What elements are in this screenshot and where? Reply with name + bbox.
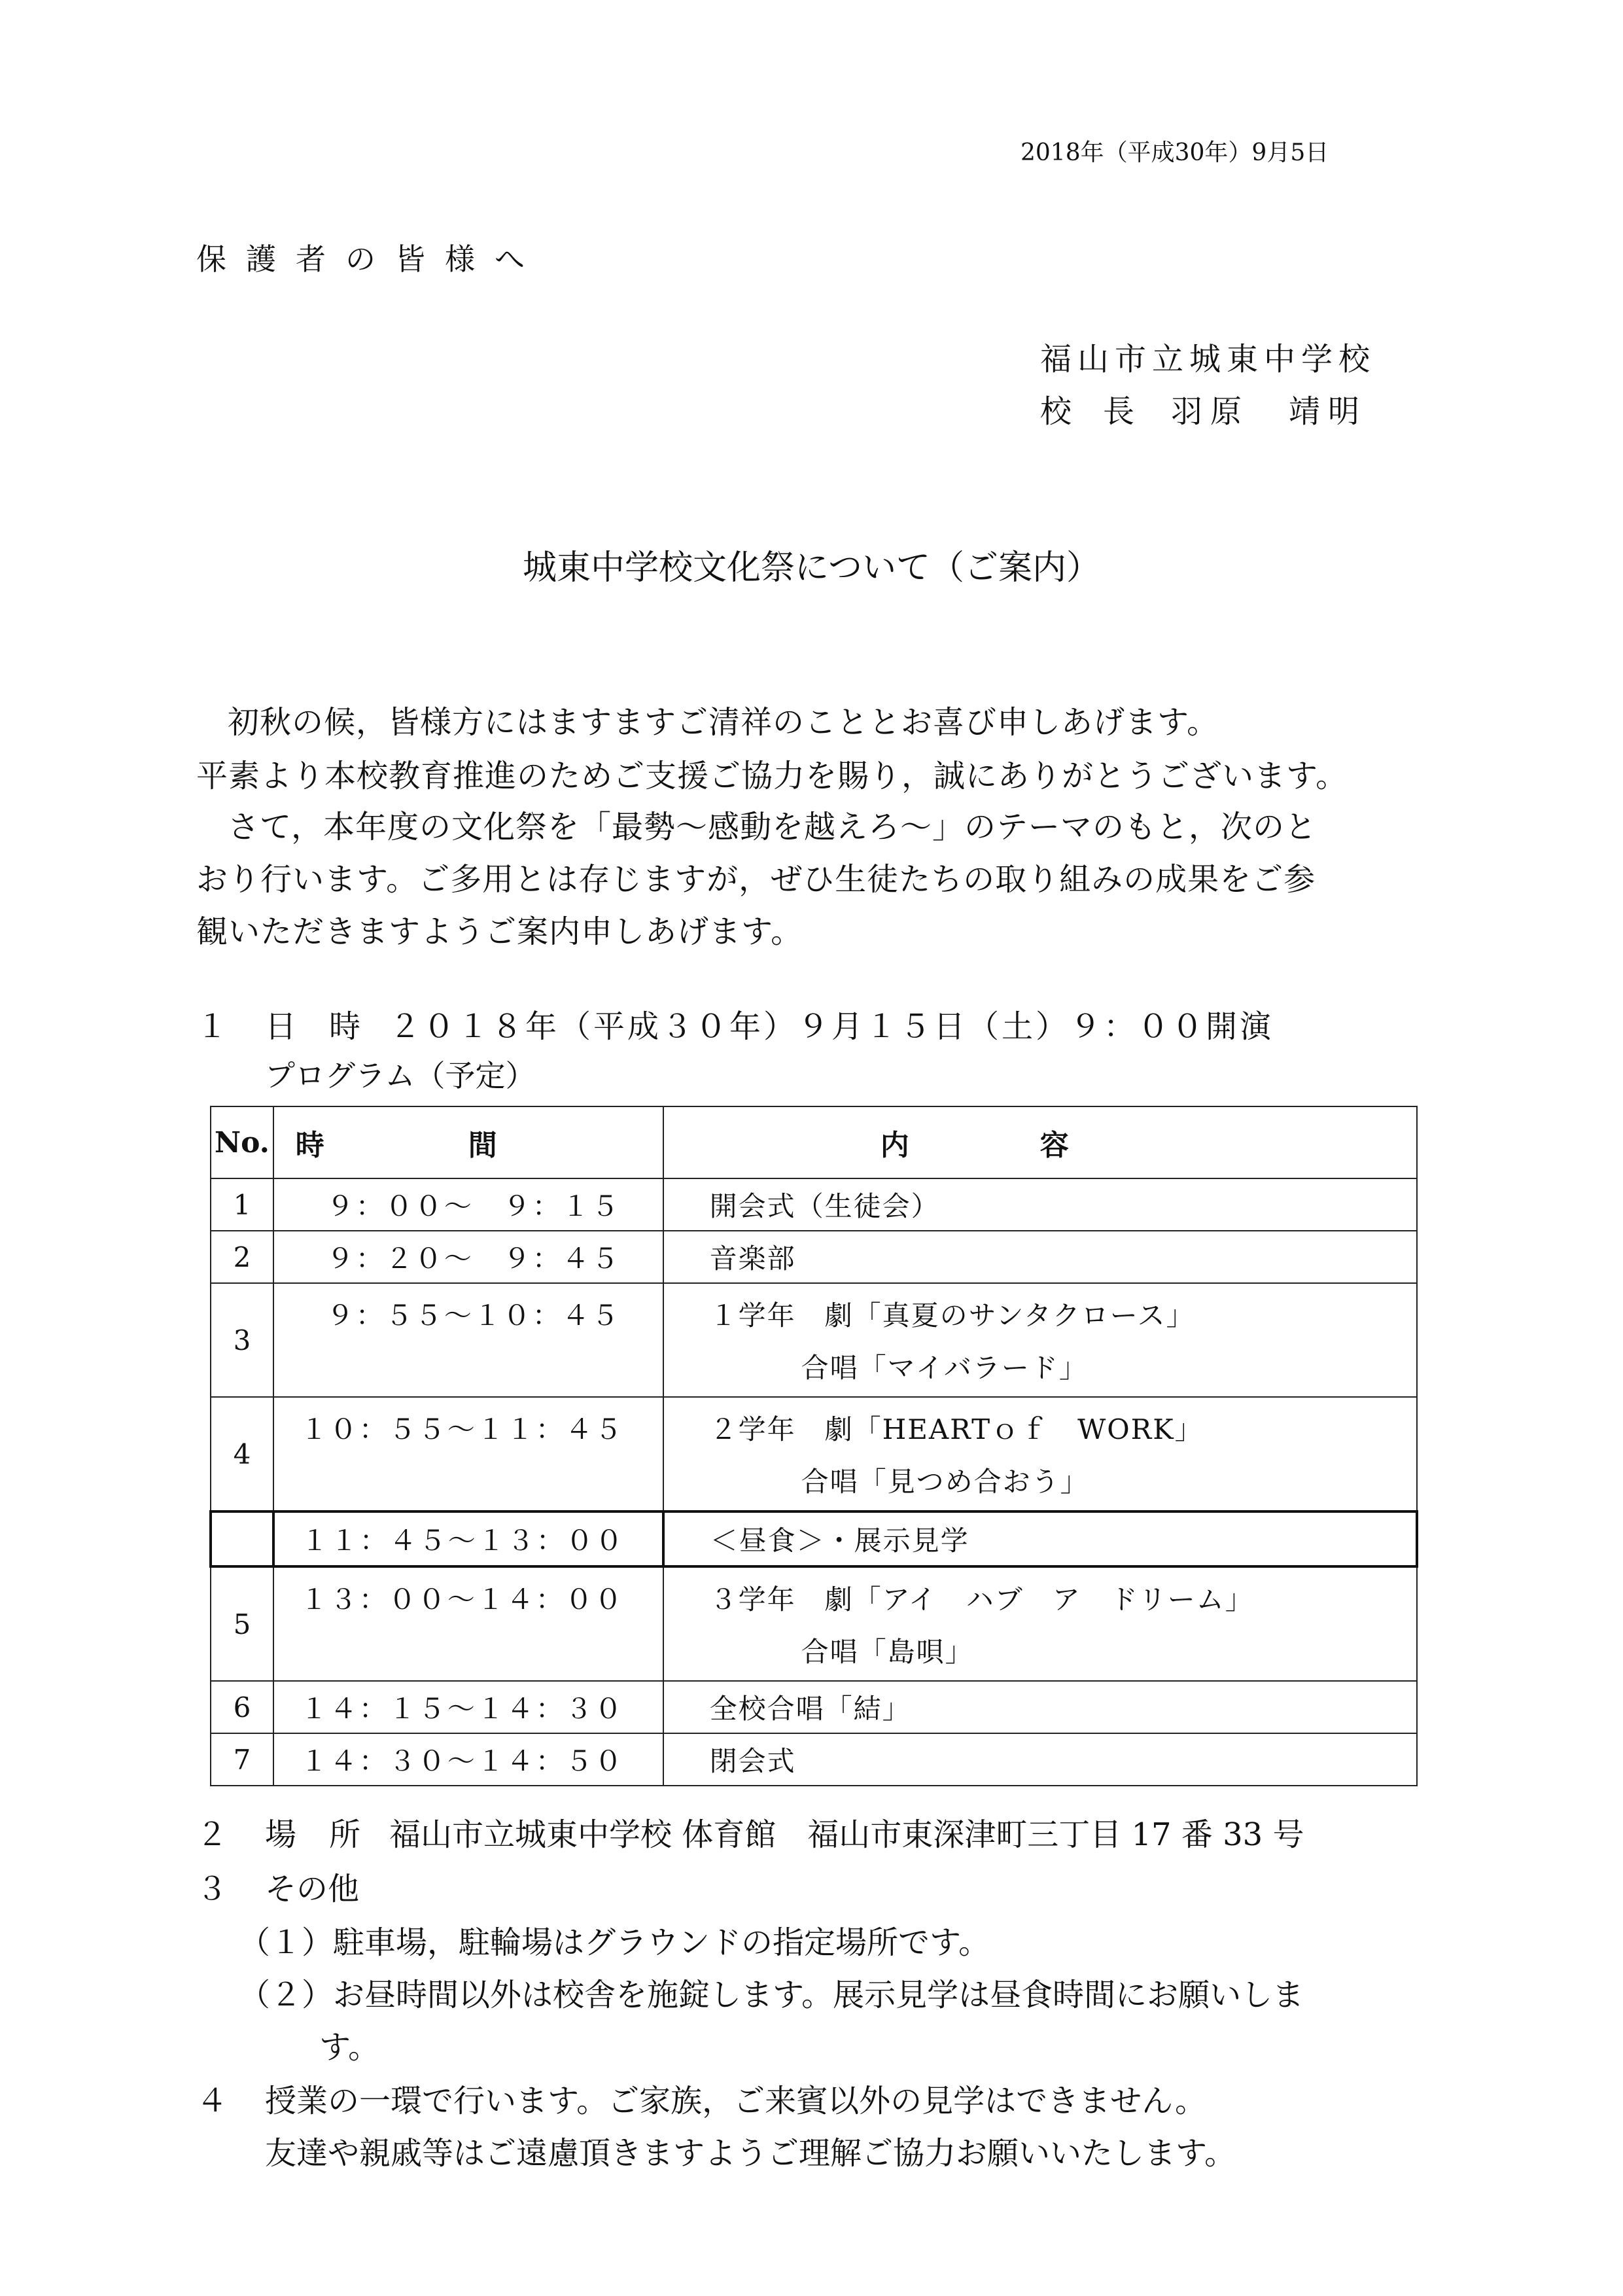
row-content: ＜昼食＞・展示見学 <box>663 1511 1417 1566</box>
row-content: 音楽部 <box>663 1231 1417 1283</box>
row-no: 5 <box>211 1566 273 1681</box>
document-title: 城東中学校文化祭について（ご案内） <box>523 548 1100 588</box>
item-3-note-1: （１）駐車場，駐輪場はグラウンドの指定場所です。 <box>239 1924 990 1961</box>
row-time: ９：００～ ９：１５ <box>273 1178 663 1231</box>
header-no: No. <box>211 1106 273 1178</box>
program-table <box>209 1106 1418 1786</box>
item-3-note-2: （２）お昼時間以外は校舎を施錠します。展示見学は昼食時間にお願いしま <box>239 1977 1304 2013</box>
item-1-number: １ <box>196 1008 228 1045</box>
row-no: 1 <box>211 1178 273 1231</box>
header-time <box>273 1106 663 1178</box>
table-header-row <box>211 1106 1417 1178</box>
body-line-1: 初秋の候，皆様方にはますますご清祥のこととお喜び申しあげます。 <box>228 704 1219 741</box>
item-3-number: ３ <box>196 1871 228 1907</box>
table-row <box>211 1397 1417 1511</box>
row-content <box>663 1397 1417 1511</box>
row-no: 4 <box>211 1397 273 1511</box>
row-content-line-2: 合唱「島唄」 <box>801 1636 974 1668</box>
item-4-number: ４ <box>196 2083 228 2119</box>
item-4-line-1: 授業の一環で行います。ご家族，ご来賓以外の見学はできません。 <box>265 2083 1207 2119</box>
item-3-other <box>196 1863 359 1909</box>
row-no <box>211 1511 273 1566</box>
row-content <box>663 1283 1417 1397</box>
row-content: 閉会式 <box>663 1733 1417 1786</box>
row-content-line-1: ３学年 劇「アイ ハブ ア ドリーム」 <box>709 1583 1254 1616</box>
table-row <box>211 1283 1417 1397</box>
item-4-line-2: 友達や親戚等はご遠慮頂きますようご理解ご協力お願いいたします。 <box>265 2135 1236 2172</box>
row-content: 開会式（生徒会） <box>663 1178 1417 1231</box>
item-2-value: 福山市立城東中学校 体育館 福山市東深津町三丁目 17 番 33 号 <box>389 1816 1304 1853</box>
table-row-lunch <box>211 1511 1417 1566</box>
header-content-label: 内容 <box>880 1129 1200 1162</box>
body-line-5: 観いただきますようご案内申しあげます。 <box>196 913 803 950</box>
document-date: 2018年（平成30年）9月5日 <box>1021 139 1329 166</box>
row-no: 7 <box>211 1733 273 1786</box>
item-3-label: その他 <box>265 1871 360 1907</box>
body-line-2: 平素より本校教育推進のためご支援ご協力を賜り，誠にありがとうございます。 <box>196 758 1348 794</box>
item-2-label: 場所 <box>265 1816 394 1853</box>
header-time-label: 時間 <box>295 1129 641 1162</box>
principal-name: 羽原 靖明 <box>1171 393 1368 430</box>
table-row <box>211 1178 1417 1231</box>
row-time: ９：５５～１０：４５ <box>273 1283 663 1397</box>
item-1-value: ２０１８年（平成３０年）９月１５日（土）９：００開演 <box>389 1008 1274 1045</box>
table-row <box>211 1566 1417 1681</box>
school-name: 福山市立城東中学校 <box>1040 341 1376 378</box>
item-2-number: ２ <box>196 1816 228 1853</box>
item-3-note-2-continued: す。 <box>319 2029 380 2066</box>
row-time: １１：４５～１３：００ <box>273 1511 663 1566</box>
table-row <box>211 1231 1417 1283</box>
row-content-line-1: １学年 劇「真夏のサンタクロース」 <box>709 1299 1195 1332</box>
row-content-line-2: 合唱「マイバラード」 <box>801 1352 1088 1384</box>
row-time: １４：３０～１４：５０ <box>273 1733 663 1786</box>
row-time: １３：００～１４：００ <box>273 1566 663 1681</box>
principal-line <box>1040 386 1367 431</box>
item-1-label: 日時 <box>265 1008 394 1045</box>
item-2-place <box>196 1809 1304 1854</box>
principal-title: 校 長 <box>1040 393 1135 430</box>
body-line-4: おり行います。ご多用とは存じますが，ぜひ生徒たちの取り組みの成果をご参 <box>196 861 1316 898</box>
row-time: ９：２０～ ９：４５ <box>273 1231 663 1283</box>
body-line-3: さて，本年度の文化祭を「最勢～感動を越えろ～」のテーマのもと，次のと <box>228 809 1318 845</box>
item-4-notice <box>196 2075 1206 2121</box>
row-content-line-2: 合唱「見つめ合おう」 <box>801 1466 1089 1498</box>
row-content-line-1: ２学年 劇「HEARTｏｆ WORK」 <box>709 1413 1204 1445</box>
item-1-datetime <box>196 1001 1274 1046</box>
row-no: 3 <box>211 1283 273 1397</box>
table-row <box>211 1733 1417 1786</box>
row-time: １０：５５～１１：４５ <box>273 1397 663 1511</box>
row-content <box>663 1566 1417 1681</box>
row-no: 2 <box>211 1231 273 1283</box>
program-label: プログラム（予定） <box>265 1058 536 1093</box>
header-content <box>663 1106 1417 1178</box>
addressee: 保護者の皆様へ <box>196 241 544 277</box>
table-row <box>211 1681 1417 1733</box>
row-time: １４：１５～１４：３０ <box>273 1681 663 1733</box>
row-no: 6 <box>211 1681 273 1733</box>
row-content: 全校合唱「結」 <box>663 1681 1417 1733</box>
